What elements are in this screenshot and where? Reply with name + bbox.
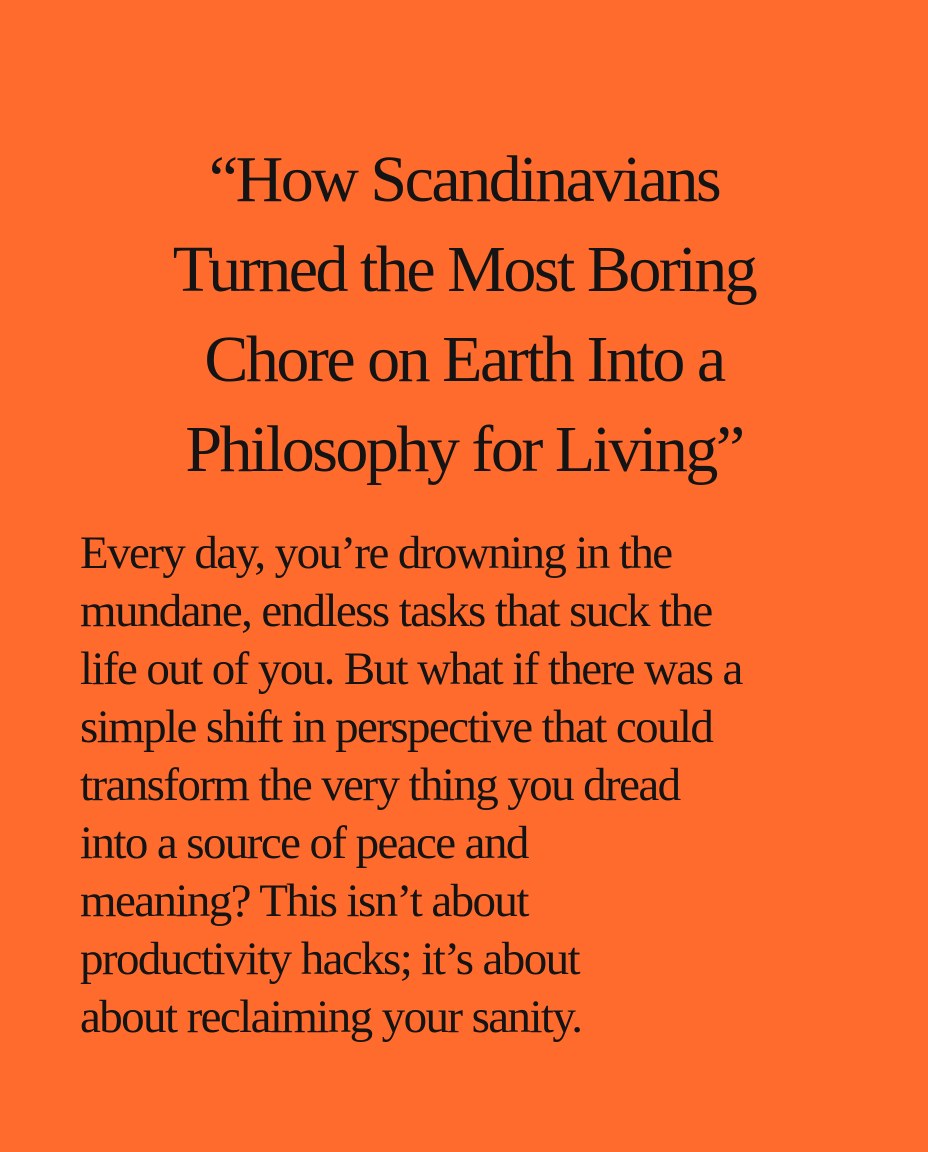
body-line: simple shift in perspective that could: [80, 701, 713, 753]
body-paragraph: [80, 524, 870, 1046]
headline-quote: [40, 135, 888, 495]
headline-line: Philosophy for Living”: [185, 413, 743, 486]
body-line: mundane, endless tasks that suck the: [80, 585, 712, 637]
body-line: into a source of peace and: [80, 817, 528, 869]
headline-line: Turned the Most Boring: [172, 233, 756, 306]
body-line: productivity hacks; it’s about: [80, 933, 579, 985]
body-line: transform the very thing you dread: [80, 759, 680, 811]
body-line: meaning? This isn’t about: [80, 875, 528, 927]
headline-line: Chore on Earth Into a: [204, 323, 724, 396]
headline-line: “How Scandinavians: [208, 143, 720, 216]
body-line: Every day, you’re drowning in the: [80, 527, 672, 579]
body-line: life out of you. But what if there was a: [80, 643, 742, 695]
body-line: about reclaiming your sanity.: [80, 991, 582, 1043]
